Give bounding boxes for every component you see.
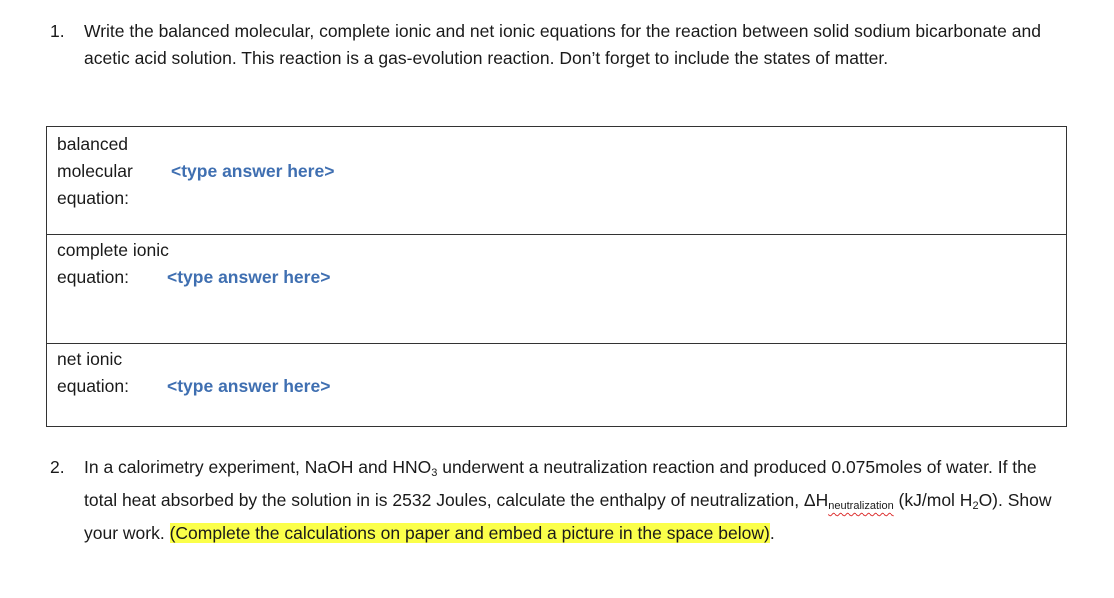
question-number: 1. [50, 21, 65, 41]
subscript: 3 [431, 467, 438, 479]
label-line: balanced [57, 134, 129, 154]
question-1 [50, 18, 1070, 72]
answer-field-molecular[interactable]: <type answer here> [171, 161, 335, 181]
answer-row-complete-ionic [47, 235, 1066, 344]
answer-table [46, 126, 1067, 427]
text-segment: In a calorimetry experiment, NaOH and HNO [84, 457, 432, 477]
label-line: equation: [57, 188, 130, 208]
question-text [84, 454, 1070, 547]
question-2 [50, 454, 1070, 547]
text-segment: O). Show your work. [84, 490, 1052, 543]
answer-field-net-ionic[interactable]: <type answer here> [167, 376, 331, 396]
text-segment: (kJ/mol H [893, 490, 973, 510]
answer-row-molecular [47, 127, 1066, 235]
label-line: equation: [57, 267, 130, 287]
question-number: 2. [50, 457, 65, 477]
subscript: neutralization [828, 500, 894, 512]
answer-row-net-ionic [47, 344, 1066, 426]
text-segment: . [769, 523, 775, 543]
question-text: Write the balanced molecular, complete ionic and net ionic equations for the reaction between solid sodium bicarbonate and acetic acid solution. This reaction is a gas-evolution reaction. Don’t forget to include the states of matter. [84, 21, 1041, 68]
row-label [57, 346, 129, 400]
answer-field-complete-ionic[interactable]: <type answer here> [167, 267, 331, 287]
label-line: equation: [57, 376, 130, 396]
highlighted-instruction: (Complete the calculations on paper and embed a picture in the space below) [169, 523, 770, 543]
text-segment: underwent a neutralization reaction and produced 0.075moles of water. If the total heat absorbed by the solution in is 2532 Joules, calculate the enthalpy of neutralization, ΔH [84, 457, 1037, 510]
row-label [57, 237, 169, 291]
label-line: molecular [57, 161, 133, 181]
subscript: 2 [972, 500, 979, 512]
label-line: net ionic [57, 349, 123, 369]
row-label [57, 131, 133, 212]
label-line: complete ionic [57, 240, 169, 260]
